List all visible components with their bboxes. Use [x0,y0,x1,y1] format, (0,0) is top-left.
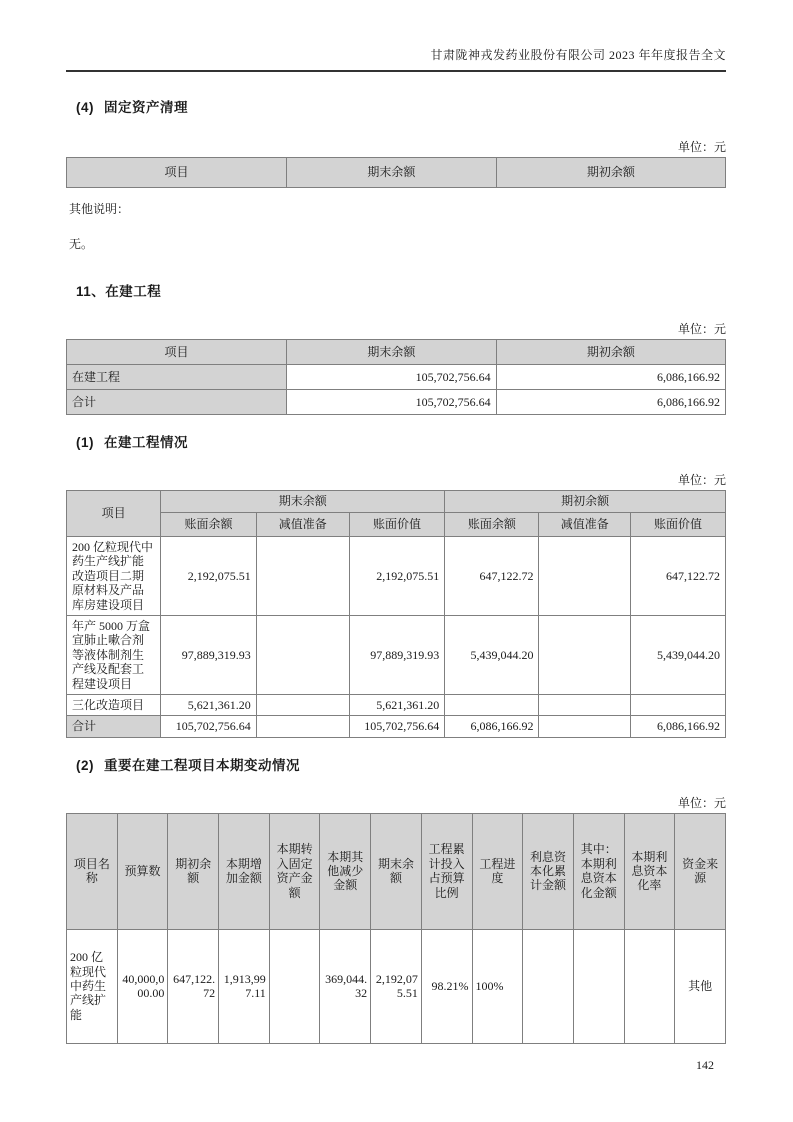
cell-transfer-to-fixed-assets [269,929,320,1043]
header-cell-capitalized-interest-current: 其中：本期利息资本化金额 [573,813,624,929]
page-number: 142 [696,1057,714,1072]
unit-label: 单位：元 [677,473,726,487]
other-note-label: 其他说明： [69,202,130,216]
header-cell-ending-balance: 期末余额 [287,340,497,365]
cell-value: 105,702,756.64 [349,716,445,737]
cell-value: 6,086,166.92 [631,716,726,737]
cell-value: 5,621,361.20 [161,694,257,715]
table-row-project-2 [67,615,726,694]
header-cell-capitalization-rate: 本期利息资本化率 [624,813,675,929]
header-cell-book-value: 账面价值 [631,513,726,537]
cell-item: 三化改造项目 [67,694,161,715]
header-cell-capitalized-interest-accum: 利息资本化累计金额 [523,813,574,929]
cell-value: 97,889,319.93 [349,615,445,694]
header-cell-investment-ratio: 工程累计投入占预算比例 [421,813,472,929]
section-title: 固定资产清理 [104,100,188,115]
header-cell-beginning-balance: 期初余额 [168,813,219,929]
cell-value: 647,122.72 [445,537,539,616]
table-row-total [67,716,726,737]
fixed-asset-disposal-table [66,157,726,188]
cell-value [256,716,349,737]
cell-ending-balance: 105,702,756.64 [287,365,497,390]
cell-item: 200 亿粒现代中药生产线扩能改造项目二期原材料及产品库房建设项目 [67,537,161,616]
header-cell-item: 项目 [67,491,161,537]
header-cell-transfer-to-fixed-assets: 本期转入固定资产金额 [269,813,320,929]
construction-in-progress-table [66,339,726,415]
cell-item: 在建工程 [67,365,287,390]
cell-capitalization-rate [624,929,675,1043]
cell-value: 2,192,075.51 [161,537,257,616]
section-title: 重要在建工程项目本期变动情况 [104,757,300,773]
section-number: (1) [76,435,94,450]
cell-budget: 40,000,000.00 [117,929,168,1043]
cell-value [256,615,349,694]
header-cell-impairment: 减值准备 [256,513,349,537]
unit-label: 单位：元 [677,795,726,810]
header-group-ending-balance: 期末余额 [161,491,445,513]
cell-value [256,694,349,715]
cell-project-name: 200 亿粒现代中药生产线扩能 [67,929,118,1043]
cell-other-decrease: 369,044.32 [320,929,371,1043]
cell-beginning-balance: 6,086,166.92 [496,365,725,390]
header-cell-item: 项目 [67,340,287,365]
table-header-row [67,340,726,365]
header-cell-fund-source: 资金来源 [675,813,726,929]
cell-fund-source: 其他 [675,929,726,1043]
cell-value: 105,702,756.64 [161,716,257,737]
cell-item: 年产 5000 万盒宣肺止嗽合剂等液体制剂生产线及配套工程建设项目 [67,615,161,694]
header-cell-increase: 本期增加金额 [219,813,270,929]
cell-value [539,537,631,616]
none-text: 无。 [69,237,94,251]
header-cell-budget: 预算数 [117,813,168,929]
header-cell-beginning-balance: 期初余额 [496,340,725,365]
cell-investment-ratio: 98.21% [421,929,472,1043]
header-cell-ending-balance: 期末余额 [287,158,497,188]
section-heading-construction-in-progress [66,280,726,300]
table-header-row-groups [67,491,726,513]
section-heading-cip-detail [66,431,726,451]
header-cell-book-balance: 账面余额 [161,513,257,537]
cip-detail-table [66,490,726,738]
cell-value [256,537,349,616]
cell-value [539,615,631,694]
header-group-beginning-balance: 期初余额 [445,491,726,513]
table-header-row [67,813,726,929]
header-cell-book-balance: 账面余额 [445,513,539,537]
cell-ending-balance: 105,702,756.64 [287,390,497,415]
cell-item: 合计 [67,716,161,737]
cell-increase: 1,913,997.11 [219,929,270,1043]
table-header-row [67,158,726,188]
table-header-row-subcolumns [67,513,726,537]
header-cell-project-name: 项目名称 [67,813,118,929]
cell-value [539,694,631,715]
table-row-project-3 [67,694,726,715]
cell-progress: 100% [472,929,523,1043]
table-row-total [67,390,726,415]
cell-value: 5,439,044.20 [445,615,539,694]
unit-label: 单位：元 [677,322,726,336]
cell-value [539,716,631,737]
cell-value: 6,086,166.92 [445,716,539,737]
cell-value: 5,621,361.20 [349,694,445,715]
header-cell-ending-balance: 期末余额 [371,813,422,929]
cell-capitalized-interest-accum [523,929,574,1043]
section-heading-fixed-asset-disposal [66,96,726,116]
cell-beginning-balance: 647,122.72 [168,929,219,1043]
cell-item: 合计 [67,390,287,415]
section-heading-cip-changes [66,754,726,774]
header-cell-other-decrease: 本期其他减少金额 [320,813,371,929]
table-row-cip [67,365,726,390]
section-number: (2) [76,757,94,773]
header-cell-book-value: 账面价值 [349,513,445,537]
cell-value [631,694,726,715]
section-number: (4) [76,100,94,115]
header-cell-item: 项目 [67,158,287,188]
cell-beginning-balance: 6,086,166.92 [496,390,725,415]
table-row-project [67,929,726,1043]
table-row-project-1 [67,537,726,616]
header-cell-impairment: 减值准备 [539,513,631,537]
cell-value: 2,192,075.51 [349,537,445,616]
section-title: 在建工程情况 [104,435,188,450]
cell-value: 5,439,044.20 [631,615,726,694]
cip-changes-table [66,813,726,1044]
cell-value [445,694,539,715]
report-title: 甘肃陇神戎发药业股份有限公司 2023 年年度报告全文 [66,46,726,72]
cell-value: 97,889,319.93 [161,615,257,694]
cell-capitalized-interest-current [573,929,624,1043]
section-title: 11、在建工程 [76,284,162,299]
header-cell-beginning-balance: 期初余额 [496,158,725,188]
header-cell-progress: 工程进度 [472,813,523,929]
cell-ending-balance: 2,192,075.51 [371,929,422,1043]
cell-value: 647,122.72 [631,537,726,616]
unit-label: 单位：元 [677,140,726,154]
